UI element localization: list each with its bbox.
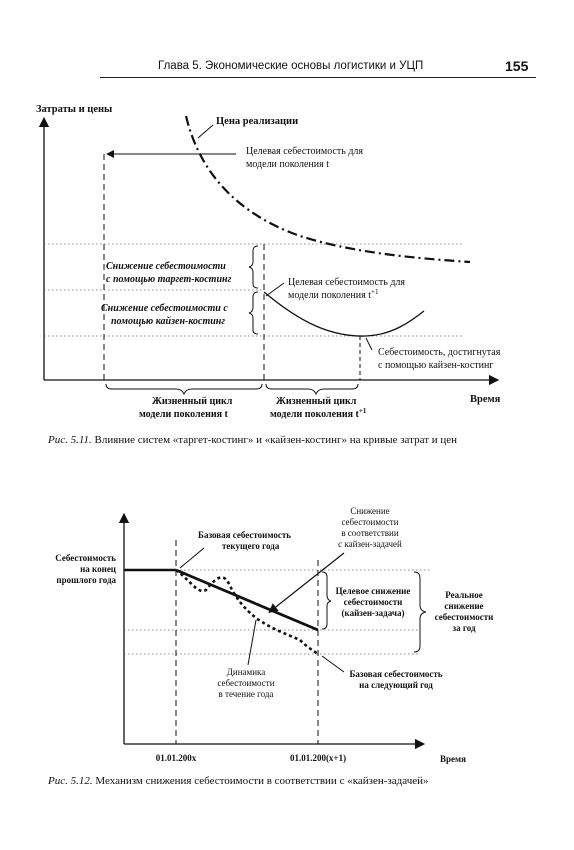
fig2-dynamics-line3: в течение года [218, 689, 274, 699]
fig2-leader-base-current [180, 548, 204, 568]
fig2-real-reduction-line2: снижение [444, 601, 484, 611]
fig2-date-start: 01.01.200x [155, 753, 197, 763]
fig1-reduction-target-line1: Снижение себестоимости [106, 261, 226, 272]
fig2-prev-cost-line3: прошлого года [56, 575, 116, 585]
fig1-lifecycle-t1-line2: модели поколения $t^{+1}$ [270, 407, 367, 420]
fig2-prev-cost-line2: на конец [80, 564, 116, 574]
fig2-real-reduction-line1: Реальное [445, 590, 483, 600]
figure-5-12 [55, 506, 493, 764]
fig1-achieved-cost-line2: с помощью кайзен-костинг [378, 360, 494, 371]
fig2-prev-cost-line1: Себестоимость [55, 553, 116, 563]
fig1-y-axis-label: Затраты и цены [36, 104, 113, 115]
fig2-brace-real [414, 572, 426, 652]
fig1-target-cost-t1-line2: модели поколения $t^{+1}$ [288, 288, 379, 301]
fig2-base-current-line1: Базовая себестоимость [198, 530, 292, 540]
fig2-actual-curve [176, 570, 318, 654]
fig2-date-end: 01.01.200(x+1) [289, 753, 347, 763]
fig1-price-curve [186, 116, 470, 262]
fig2-base-next-line1: Базовая себестоимость [349, 669, 443, 679]
fig1-target-cost-t-line2: модели поколения t [246, 159, 329, 170]
fig2-base-next-line2: на следующий год [359, 680, 433, 690]
fig1-target-cost-t1-line1: Целевая себестоимость для [288, 277, 406, 288]
fig2-real-reduction-line3: себестоимости [434, 612, 494, 622]
fig2-kaizen-line2: себестоимости [341, 517, 399, 527]
fig1-reduction-kaizen-line2: помощью кайзен-костинг [111, 316, 226, 327]
fig1-brace-lifecycle-t [106, 384, 262, 394]
fig2-kaizen-line3: в соответствии [341, 528, 399, 538]
fig2-real-reduction-line4: за год [452, 623, 476, 633]
figure-5-11-caption [48, 434, 457, 446]
fig2-x-axis-label: Время [440, 754, 467, 764]
chapter-header: Глава 5. Экономические основы логистики и УЦП [158, 60, 424, 72]
fig1-reduction-target-line2: с помощью таргет-костинг [106, 274, 232, 285]
fig2-leader-dynamics [248, 620, 256, 665]
fig1-leader-price [198, 125, 213, 138]
figure-5-11-caption-text: Влияние систем «таргет-костинг» и «кайзен-костинг» на кривые затрат и цен [94, 434, 458, 446]
fig1-brace-kaizen [249, 292, 258, 334]
fig2-dynamics-line2: себестоимости [217, 678, 275, 688]
fig2-leader-base-next [322, 656, 344, 672]
figure-5-12-caption [48, 775, 429, 787]
fig1-lifecycle-t-line2: модели поколения t [139, 409, 228, 420]
fig1-target-cost-t-line1: Целевая себестоимость для [246, 146, 364, 157]
fig2-target-reduction-line1: Целевое снижение [335, 586, 411, 596]
fig1-lifecycle-t-line1: Жизненный цикл [152, 396, 233, 407]
fig2-brace-target [322, 572, 331, 629]
fig1-leader-achieved [366, 338, 372, 350]
fig1-x-axis-label: Время [470, 394, 501, 405]
fig1-lifecycle-t1-line1: Жизненный цикл [276, 396, 357, 407]
fig2-target-reduction-line3: (кайзен-задача) [341, 608, 405, 618]
fig2-dynamics-line1: Динамика [226, 667, 266, 677]
figure-5-12-caption-number: Рис. 5.12. [48, 775, 93, 787]
fig2-base-current-line2: текущего года [222, 541, 280, 551]
fig2-planned-line [176, 570, 318, 630]
fig2-kaizen-line4: с кайзен-задачей [338, 539, 402, 549]
fig1-brace-target [249, 246, 258, 288]
fig1-price-label: Цена реализации [216, 116, 299, 127]
fig2-leader-kaizen [272, 553, 344, 610]
fig1-brace-lifecycle-t1 [266, 384, 358, 394]
fig2-kaizen-line1: Снижение [350, 506, 390, 516]
page-number: 155 [505, 58, 529, 74]
fig1-reduction-kaizen-line1: Снижение себестоимости с [101, 303, 228, 314]
fig1-target-cost-t1-sup: +1 [371, 288, 379, 296]
figure-5-12-caption-text: Механизм снижения себестоимости в соответствии с «кайзен-задачей» [95, 775, 429, 787]
fig1-lifecycle-t1-sup: +1 [358, 407, 367, 415]
figure-5-11-caption-number: Рис. 5.11. [48, 434, 92, 446]
fig1-achieved-cost-line1: Себестоимость, достигнутая [378, 347, 501, 358]
fig1-leader-target-t1 [266, 283, 284, 296]
fig2-target-reduction-line2: себестоимости [343, 597, 403, 607]
